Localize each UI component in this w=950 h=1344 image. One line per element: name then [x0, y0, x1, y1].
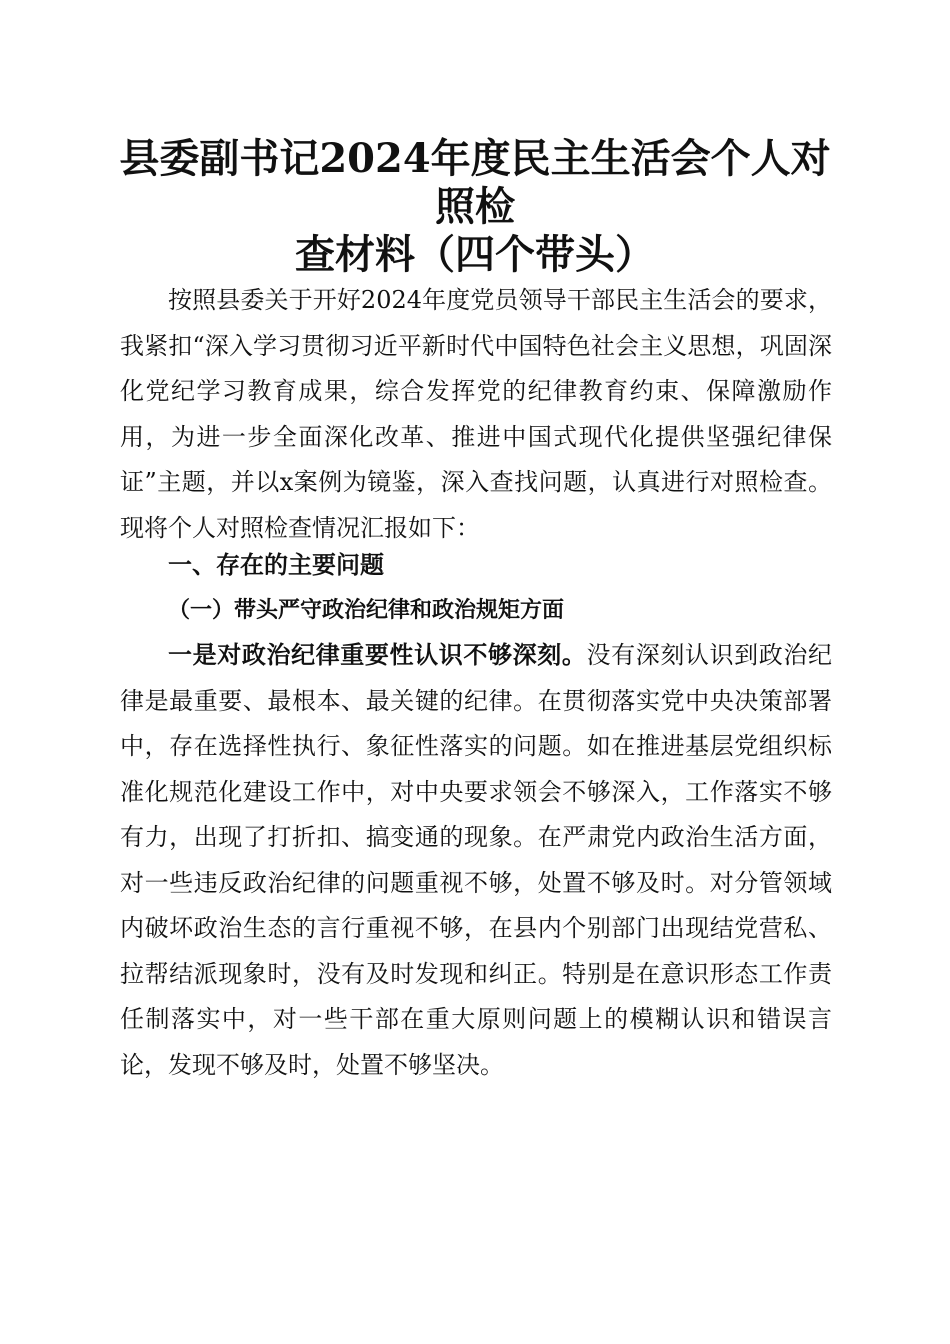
title-line-1: 县委副书记2024年度民主生活会个人对照检 — [119, 135, 831, 230]
intro-paragraph: 按照县委关于开好2024年度党员领导干部民主生活会的要求，我紧扣“深入学习贯彻习近平新时代中国特色社会主义思想，巩固深化党纪学习教育成果，综合发挥党的纪律教育约束、保障激励作用，为进一步全面深化改革、推进中国式现代化提供坚强纪律保证”主题，并以x案例为镜鉴，深入查找问题，认真进行对照检查。现将个人对照检查情况汇报如下： — [120, 286, 832, 542]
subsection-heading: （一）带头严守政治纪律和政治规矩方面 — [168, 597, 565, 623]
document-title — [100, 135, 850, 279]
body-paragraph — [120, 632, 832, 1088]
paragraph-text: 没有深刻认识到政治纪律是最重要、最根本、最关键的纪律。在贯彻落实党中央决策部署中，存在选择性执行、象征性落实的问题。如在推进基层党组织标准化规范化建设工作中，对中央要求领会不够深入，工作落实不够有力，出现了打折扣、搞变通的现象。在严肃党内政治生活方面，对一些违反政治纪律的问题重视不够，处置不够及时。对分管领域内破坏政治生态的言行重视不够，在县内个别部门出现结党营私、拉帮结派现象时，没有及时发现和纠正。特别是在意识形态工作责任制落实中，对一些干部在重大原则问题上的模糊认识和错误言论，发现不够及时，处置不够坚决。 — [120, 641, 833, 1079]
section-heading: 一、存在的主要问题 — [168, 551, 384, 579]
title-line-2: 查材料（四个带头） — [295, 231, 655, 278]
paragraph-lead: 一是对政治纪律重要性认识不够深刻。 — [168, 640, 587, 669]
